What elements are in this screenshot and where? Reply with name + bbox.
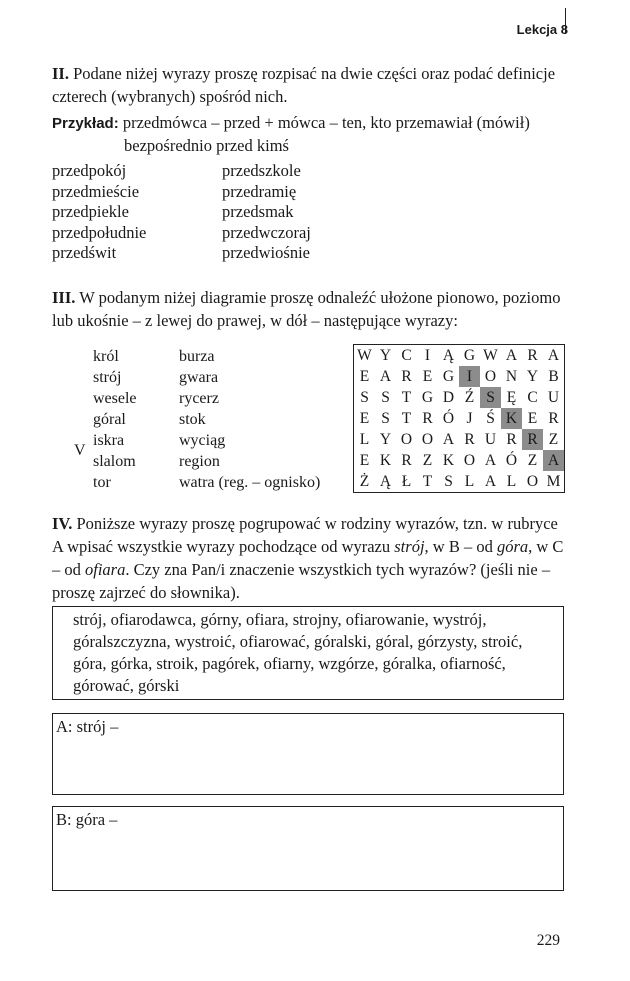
- grid-cell: M: [546, 473, 561, 490]
- section-2-instructions: [52, 62, 572, 108]
- grid-cell: S: [480, 387, 501, 408]
- grid-cell: Ź: [464, 389, 475, 406]
- word-bank-text: strój, ofiarodawca, górny, ofiara, strojny, ofiarowanie, wystrój, góralszczyzna, wystroić, ofiarować, góralski, góral, górzysty, stroić, góra, górka, stroik, pagórek, ofiarny, wzgórze, góralka, ofiarność, górować, górski: [73, 610, 523, 695]
- grid-cell: W: [483, 347, 498, 364]
- grid-cell: O: [463, 452, 476, 469]
- grid-cell: A: [442, 431, 455, 448]
- grid-row: [354, 366, 564, 387]
- grid-cell: Z: [548, 431, 559, 448]
- grid-cell: L: [464, 473, 475, 490]
- search-words-col-2: [179, 346, 320, 493]
- section-4-number: IV.: [52, 514, 73, 533]
- grid-cell: A: [484, 452, 497, 469]
- grid-cell: A: [379, 368, 392, 385]
- grid-cell: T: [401, 389, 412, 406]
- grid-cell: Z: [527, 452, 538, 469]
- grid-cell: O: [400, 431, 413, 448]
- answer-box-b[interactable]: [52, 806, 564, 891]
- search-word: gwara: [179, 369, 219, 386]
- grid-cell: S: [444, 473, 453, 490]
- grid-cell: Ó: [442, 410, 455, 427]
- grid-cell: K: [379, 452, 392, 469]
- grid-cell: K: [442, 452, 455, 469]
- grid-cell: R: [548, 410, 559, 427]
- section-4-text-post: . Czy zna Pan/i znaczenie wszystkich tych wyrazów? (jeśli nie – proszę zajrzeć do słownika).: [52, 560, 551, 602]
- section-2-text: Podane niżej wyrazy proszę rozpisać na dwie części oraz podać definicje czterech (wybranych) spośród nich.: [52, 64, 556, 106]
- search-word: wesele: [93, 390, 137, 407]
- grid-cell: W: [357, 347, 372, 364]
- word-item: przedwiośnie: [222, 243, 310, 262]
- check-mark: V: [74, 442, 86, 459]
- section-4-text-mid2: , w C – od: [52, 537, 564, 579]
- grid-cell: Y: [379, 431, 392, 448]
- answer-a-label: A: strój –: [56, 717, 119, 736]
- section-3-text: W podanym niżej diagramie proszę odnaleźć ułożone pionowo, poziomo lub ukośnie – z lewej do prawej, w dół – następujące wyrazy:: [52, 288, 561, 330]
- search-word: slalom: [93, 453, 136, 470]
- grid-cell: A: [543, 450, 564, 471]
- grid-cell: T: [401, 410, 412, 427]
- section-4-text-pre: Poniższe wyrazy proszę pogrupować w rodziny wyrazów, tzn. w rubryce A wpisać wszystkie wyrazy pochodzące od wyrazu: [52, 514, 558, 556]
- grid-cell: E: [359, 452, 370, 469]
- grid-cell: U: [547, 389, 560, 406]
- example-label: Przykład:: [52, 115, 119, 132]
- word-item: przedpołudnie: [52, 222, 147, 242]
- grid-cell: G: [442, 368, 455, 385]
- grid-cell: Ż: [359, 473, 370, 490]
- search-word: rycerz: [179, 390, 219, 407]
- grid-cell: D: [442, 389, 455, 406]
- section-4-instructions: [52, 512, 572, 604]
- page-number: 229: [536, 932, 560, 949]
- word-item: przedramię: [222, 181, 297, 201]
- answer-box-a[interactable]: [52, 713, 564, 795]
- grid-cell: Z: [422, 452, 433, 469]
- word-bank-box: [52, 606, 564, 700]
- grid-cell: O: [484, 368, 497, 385]
- grid-cell: C: [527, 389, 538, 406]
- grid-cell: O: [526, 473, 539, 490]
- section-3-number: III.: [52, 288, 76, 307]
- grid-cell: S: [381, 389, 390, 406]
- grid-cell: R: [522, 429, 543, 450]
- grid-cell: R: [401, 368, 412, 385]
- search-words-col-1: [93, 346, 137, 493]
- grid-cell: J: [466, 410, 473, 427]
- grid-row: [354, 429, 564, 450]
- grid-cell: A: [547, 347, 560, 364]
- grid-cell: E: [527, 410, 538, 427]
- search-word: strój: [93, 369, 122, 386]
- grid-cell: O: [421, 431, 434, 448]
- grid-cell: I: [424, 347, 431, 364]
- grid-cell: G: [421, 389, 434, 406]
- grid-cell: A: [484, 473, 497, 490]
- word-search-grid: [353, 344, 565, 493]
- search-word: król: [93, 348, 119, 365]
- search-word: burza: [179, 348, 215, 365]
- search-word: iskra: [93, 432, 125, 449]
- search-word: stok: [179, 411, 206, 428]
- word-strój: strój: [394, 537, 425, 556]
- answer-b-label: B: góra –: [56, 810, 118, 829]
- word-item: przedmieście: [52, 181, 140, 201]
- grid-cell: R: [422, 410, 433, 427]
- grid-row: [354, 387, 564, 408]
- section-2-example: [52, 111, 572, 135]
- grid-cell: B: [548, 368, 559, 385]
- grid-cell: Y: [526, 368, 539, 385]
- word-góra: góra: [496, 537, 529, 556]
- grid-cell: R: [506, 431, 517, 448]
- grid-cell: K: [501, 408, 522, 429]
- grid-cell: T: [422, 473, 433, 490]
- word-ofiara: ofiara: [85, 560, 126, 579]
- grid-cell: A: [505, 347, 518, 364]
- grid-cell: R: [464, 431, 475, 448]
- grid-cell: C: [401, 347, 412, 364]
- word-list-right: [222, 161, 311, 264]
- grid-cell: E: [422, 368, 433, 385]
- grid-cell: Ę: [506, 389, 517, 406]
- section-2-number: II.: [52, 64, 69, 83]
- grid-cell: N: [505, 368, 518, 385]
- grid-cell: E: [359, 368, 370, 385]
- grid-cell: R: [401, 452, 412, 469]
- grid-cell: Ó: [505, 452, 518, 469]
- word-item: przedświt: [52, 243, 117, 262]
- grid-cell: S: [360, 389, 369, 406]
- grid-cell: S: [381, 410, 390, 427]
- grid-row: [354, 450, 564, 471]
- example-line-1: przedmówca – przed + mówca – ten, kto przemawiał (mówił): [122, 113, 530, 132]
- grid-cell: G: [463, 347, 476, 364]
- grid-cell: Ą: [442, 347, 455, 364]
- word-item: przedpokój: [52, 161, 127, 180]
- word-item: przedwczoraj: [222, 222, 311, 242]
- grid-cell: U: [484, 431, 497, 448]
- grid-cell: I: [459, 366, 480, 387]
- grid-cell: Ą: [379, 473, 392, 490]
- example-line-2: bezpośrednio przed kimś: [124, 136, 289, 155]
- word-item: przedsmak: [222, 202, 294, 221]
- grid-row: [354, 345, 564, 366]
- grid-row: [354, 471, 564, 492]
- search-word: region: [179, 453, 220, 470]
- grid-cell: L: [359, 431, 370, 448]
- grid-cell: R: [527, 347, 538, 364]
- word-item: przedpiekle: [52, 202, 129, 221]
- grid-cell: Y: [379, 347, 392, 364]
- word-list-left: [52, 161, 146, 264]
- search-word: tor: [93, 474, 111, 491]
- lesson-header: Lekcja 8: [516, 22, 568, 37]
- grid-cell: E: [359, 410, 370, 427]
- grid-cell: Ł: [401, 473, 412, 490]
- search-word: watra (reg. – ognisko): [179, 474, 321, 491]
- word-item: przedszkole: [222, 161, 301, 180]
- section-3-instructions: [52, 286, 572, 332]
- search-word: wyciąg: [179, 432, 226, 449]
- grid-row: [354, 408, 564, 429]
- grid-cell: L: [506, 473, 517, 490]
- grid-cell: Ś: [486, 410, 495, 427]
- search-word: góral: [93, 411, 126, 428]
- section-4-text-mid1: , w B – od: [424, 537, 497, 556]
